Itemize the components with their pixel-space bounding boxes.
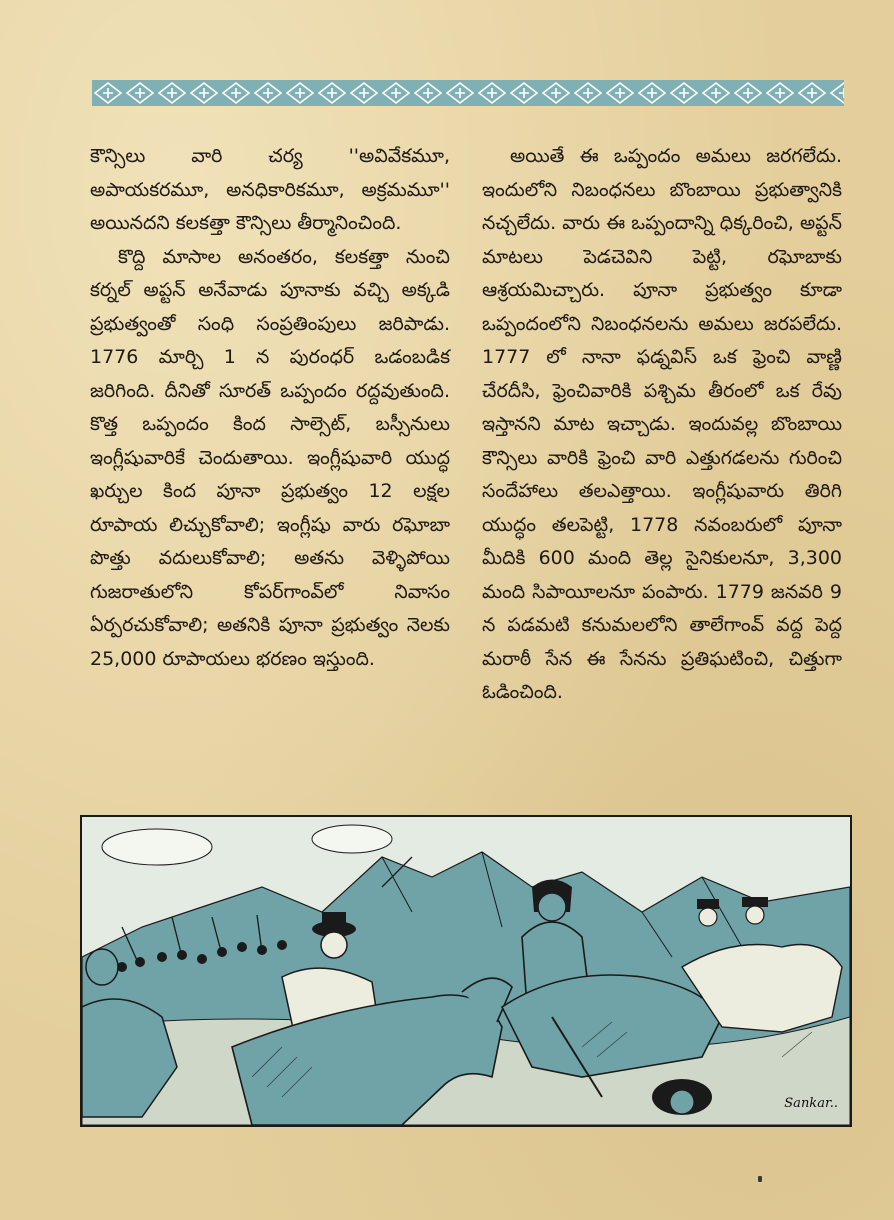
artist-signature: Sankar.. bbox=[784, 1096, 838, 1111]
page-mark bbox=[758, 1176, 762, 1182]
decorative-border bbox=[92, 80, 844, 106]
left-column bbox=[90, 140, 450, 676]
battle-illustration bbox=[80, 815, 852, 1127]
battle-scene-image bbox=[82, 817, 850, 1125]
paragraph: కొద్ది మాసాల అనంతరం, కలకత్తా నుంచి కర్నల్ అప్టన్ అనేవాడు పూనాకు వచ్చి అక్కడి ప్రభుత్వంతో సంధి సంప్రతింపులు జరిపాడు. 1776 మార్చి 1 న పురంధర్ ఒడంబడిక జరిగింది. దీనితో సూరత్ ఒప్పందం రద్దవుతుంది. కొత్త ఒప్పందం కింద సాల్సెట్, బస్సీనులు ఇంగ్లీషువారికే చెందుతాయి. ఇంగ్లీషువారి యుద్ధ ఖర్చుల కింద పూనా ప్రభుత్వం 12 లక్షల రూపాయ లిచ్చుకోవాలి; ఇంగ్లీషు వారు రఘోబా పొత్తు వదులుకోవాలి; అతను వెళ్ళిపోయి గుజరాతులోని కోపర్‌గాంవ్‌లో నివాసం ఏర్పరచుకోవాలి; అతనికి పూనా ప్రభుత్వం నెలకు 25,000 రూపాయలు భరణం ఇస్తుంది. bbox=[90, 245, 450, 670]
right-column bbox=[482, 140, 842, 710]
paragraph: అయితే ఈ ఒప్పందం అమలు జరగలేదు. ఇందులోని నిబంధనలు బొంబాయి ప్రభుత్వానికి నచ్చలేదు. వారు ఈ ఒప్పందాన్ని ధిక్కరించి, అప్టన్ మాటలు పెడచెవిని పెట్టి, రఘోబాకు ఆశ్రయమిచ్చారు. పూనా ప్రభుత్వం కూడా ఒప్పందంలోని నిబంధనలను అమలు జరపలేదు. 1777 లో నానా ఫడ్నవిస్ ఒక ఫ్రెంచి వాణ్ణి చేరదీసి, ఫ్రెంచివారికి పశ్చిమ తీరంలో ఒక రేవు ఇస్తానని మాట ఇచ్చాడు. ఇందువల్ల బొంబాయి కౌన్సిలు వారికి ఫ్రెంచి వారి ఎత్తుగడలను గురించి సందేహాలు తలఎత్తాయి. ఇంగ్లీషువారు తిరిగి యుద్ధం తలపెట్టి, 1778 నవంబరులో పూనా మీదికి 600 మంది తెల్ల సైనికులనూ, 3,300 మంది సిపాయీలనూ పంపారు. 1779 జనవరి 9 న పడమటి కనుమలలోని తాలేగాంవ్ వద్ద పెద్ద మరాఠీ సేన ఈ సేనను ప్రతిఘటించి, చిత్తుగా ఓడించింది. bbox=[482, 145, 842, 703]
paragraph: కౌన్సిలు వారి చర్య ''అవివేకమూ, అపాయకరమూ, అనధికారికమూ, అక్రమమూ'' అయినదని కలకత్తా కౌన్సిలు తీర్మానించింది. bbox=[90, 145, 450, 234]
diamond-cross-icon bbox=[92, 80, 844, 106]
